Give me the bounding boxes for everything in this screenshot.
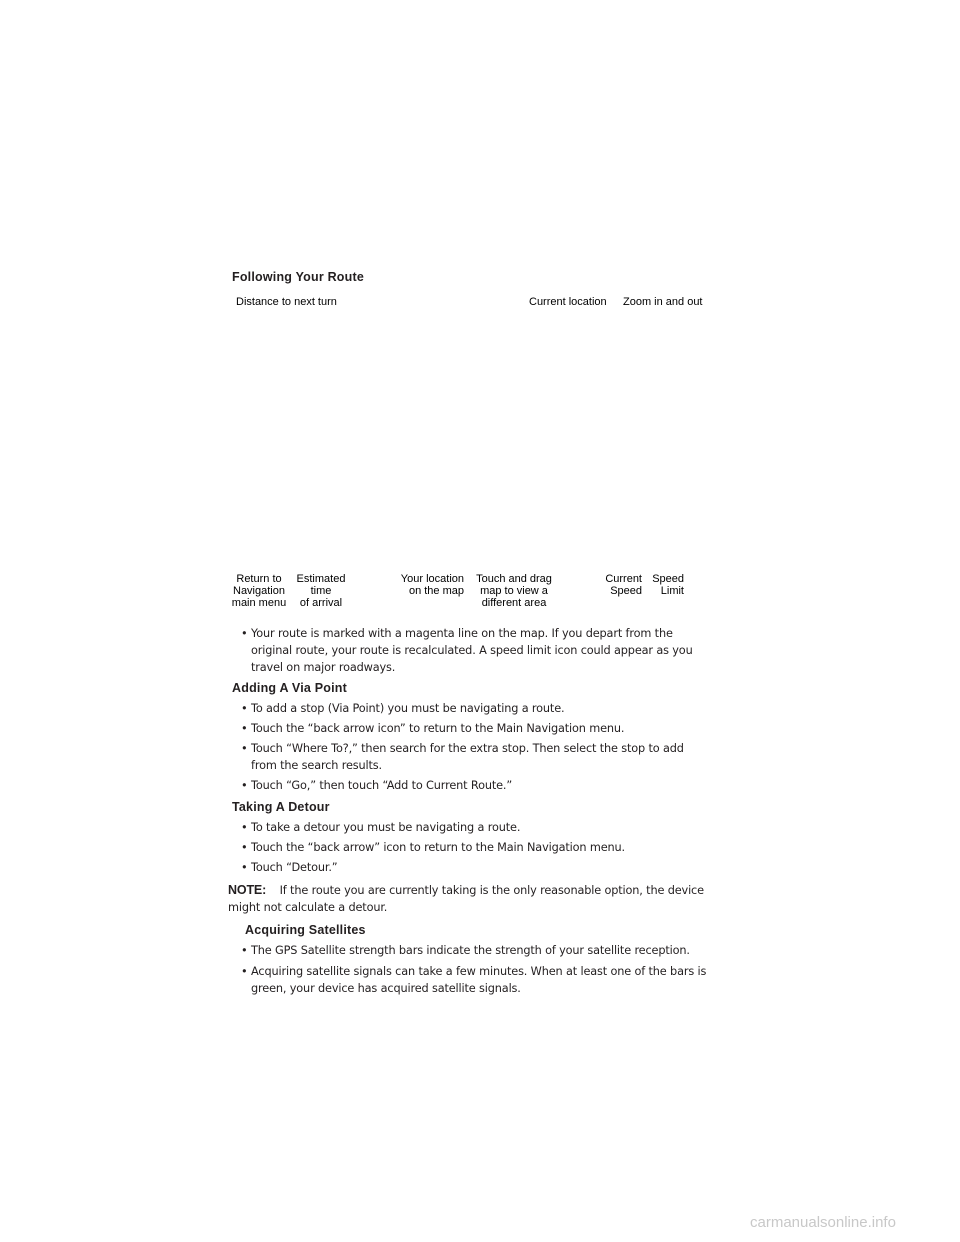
- note-label: NOTE:: [228, 883, 267, 897]
- section-title: Following Your Route: [232, 270, 364, 284]
- bullet-icon: •: [241, 779, 248, 792]
- label-your-location: Your location on the map: [400, 573, 464, 597]
- label-current-speed: Current Speed: [605, 573, 642, 597]
- label-touch-and-drag: Touch and drag map to view a different area: [476, 573, 552, 609]
- navigation-screen-figure: [220, 290, 720, 610]
- heading-adding-via-point: Adding A Via Point: [232, 681, 347, 695]
- list-item: • Touch “Where To?,” then search for the extra stop. Then select the stop to add from the search results.: [241, 742, 684, 772]
- bullet-icon: •: [241, 627, 248, 640]
- bullet-icon: •: [241, 965, 248, 978]
- note-text-line2: might not calculate a detour.: [228, 901, 388, 914]
- label-return-to-navigation: Return to Navigation main menu: [231, 573, 287, 609]
- list-item: • Touch “Detour.”: [241, 861, 338, 874]
- bullet-icon: •: [241, 742, 248, 755]
- bullet-icon: •: [241, 944, 248, 957]
- list-item: • To take a detour you must be navigating a route.: [241, 821, 521, 834]
- list-item: • Acquiring satellite signals can take a few minutes. When at least one of the bars is green, your device has acquired satellite signals.: [241, 965, 707, 995]
- bullet-icon: •: [241, 722, 248, 735]
- bullet-icon: •: [241, 821, 248, 834]
- bullet-icon: •: [241, 861, 248, 874]
- heading-taking-detour: Taking A Detour: [232, 800, 330, 814]
- label-speed-limit: Speed Limit: [652, 573, 684, 597]
- list-item: • Touch the “back arrow icon” to return to the Main Navigation menu.: [241, 722, 625, 735]
- list-item: • The GPS Satellite strength bars indicate the strength of your satellite reception.: [241, 944, 690, 957]
- list-item: • Your route is marked with a magenta line on the map. If you depart from the original route, your route is recalculated. A speed limit icon could appear as you travel on major roadways.: [241, 627, 693, 674]
- watermark: carmanualsonline.info: [750, 1214, 896, 1231]
- list-item: • Touch “Go,” then touch “Add to Current Route.”: [241, 779, 513, 792]
- label-current-location: Current location: [529, 296, 607, 308]
- heading-acquiring-satellites: Acquiring Satellites: [245, 923, 366, 937]
- note: [228, 882, 704, 899]
- bullet-icon: •: [241, 702, 248, 715]
- label-distance-to-next-turn: Distance to next turn: [236, 296, 337, 308]
- bullet-icon: •: [241, 841, 248, 854]
- label-estimated-time-of-arrival: Estimated time of arrival: [296, 573, 346, 609]
- list-item: • To add a stop (Via Point) you must be navigating a route.: [241, 702, 565, 715]
- label-zoom: Zoom in and out: [623, 296, 703, 308]
- note-text-line1: If the route you are currently taking is the only reasonable option, the device: [279, 884, 704, 897]
- list-item: • Touch the “back arrow” icon to return to the Main Navigation menu.: [241, 841, 625, 854]
